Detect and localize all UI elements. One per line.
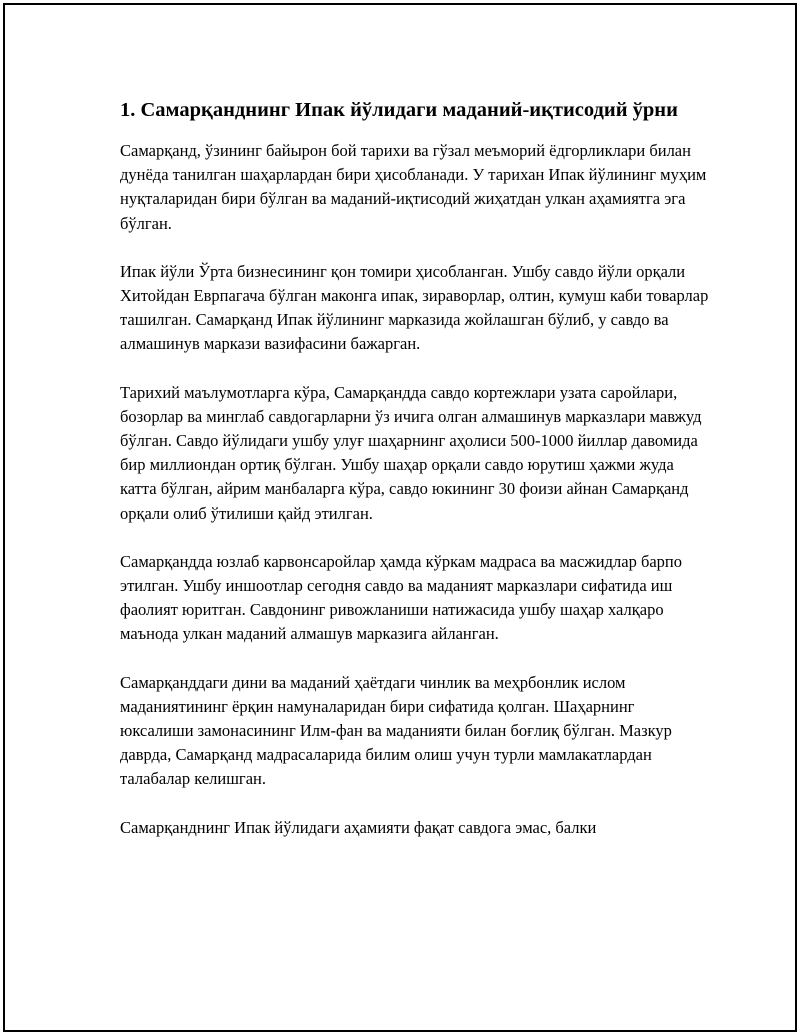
paragraph-2: Ипак йўли Ўрта бизнесининг қон томири ҳисобланган. Ушбу савдо йўли орқали Хитойдан Еврпагача бўлган маконга ипак, зираворлар, олтин, кумуш каби товарлар ташилган. Самарқанд Ипак йўлининг марказида жойлашган бўлиб, у савдо ва алмашинув маркази вазифасини бажарган. bbox=[120, 261, 709, 354]
document-body bbox=[120, 96, 710, 840]
paragraph-6: Самарқанднинг Ипак йўлидаги аҳамияти фақат савдога эмас, балки bbox=[120, 817, 597, 837]
section-heading: 1. Самарқанднинг Ипак йўлидаги маданий-иқтисодий ўрни bbox=[120, 99, 678, 121]
paragraph-5: Самарқанддаги дини ва маданий ҳаётдаги чинлик ва меҳрбонлик ислом маданиятининг ёрқин намуналаридан бири сифатида қолган. Шаҳарнинг юксалиши замонасининг Илм-фан ва маданияти билан боғлиқ бўлган. Мазкур даврда, Самарқанд мадрасаларида билим олиш учун турли мамлакатлардан талабалар келишган. bbox=[120, 672, 672, 789]
paragraph-1: Самарқанд, ўзининг байырон бой тарихи ва гўзал меъморий ёдгорликлари билан дунёда танилган шаҳарлардан бири ҳисобланади. У тарихан Ипак йўлининг муҳим нуқталаридан бири бўлган ва маданий-иқтисодий жиҳатдан улкан аҳамиятга эга бўлган. bbox=[120, 141, 707, 233]
paragraph-3: Тарихий маълумотларга кўра, Самарқандда савдо кортежлари узата саройлари, бозорлар ва минглаб савдогарларни ўз ичига олган алмашинув марказлари мавжуд бўлган. Савдо йўлидаги ушбу улуғ шаҳарнинг аҳолиси 500-1000 йиллар давомида бир миллиондан ортиқ бўлган. Ушбу шаҳар орқали савдо юрутиш ҳажми жуда катта бўлган, айрим манбаларга кўра, савдо юкининг 30 фоизи айнан Самарқанд орқали олиб ўтилиши қайд этилган. bbox=[120, 382, 702, 523]
document-page bbox=[3, 3, 797, 1032]
paragraph-4: Самарқандда юзлаб карвонсаройлар ҳамда кўркам мадраса ва масжидлар барпо этилган. Ушбу иншоотлар сегодня савдо ва маданият марказлари сифатида иш фаолият юритган. Савдонинг ривожланиши натижасида ушбу шаҳар халқаро маънода улкан маданий алмашув марказига айланган. bbox=[120, 551, 682, 644]
